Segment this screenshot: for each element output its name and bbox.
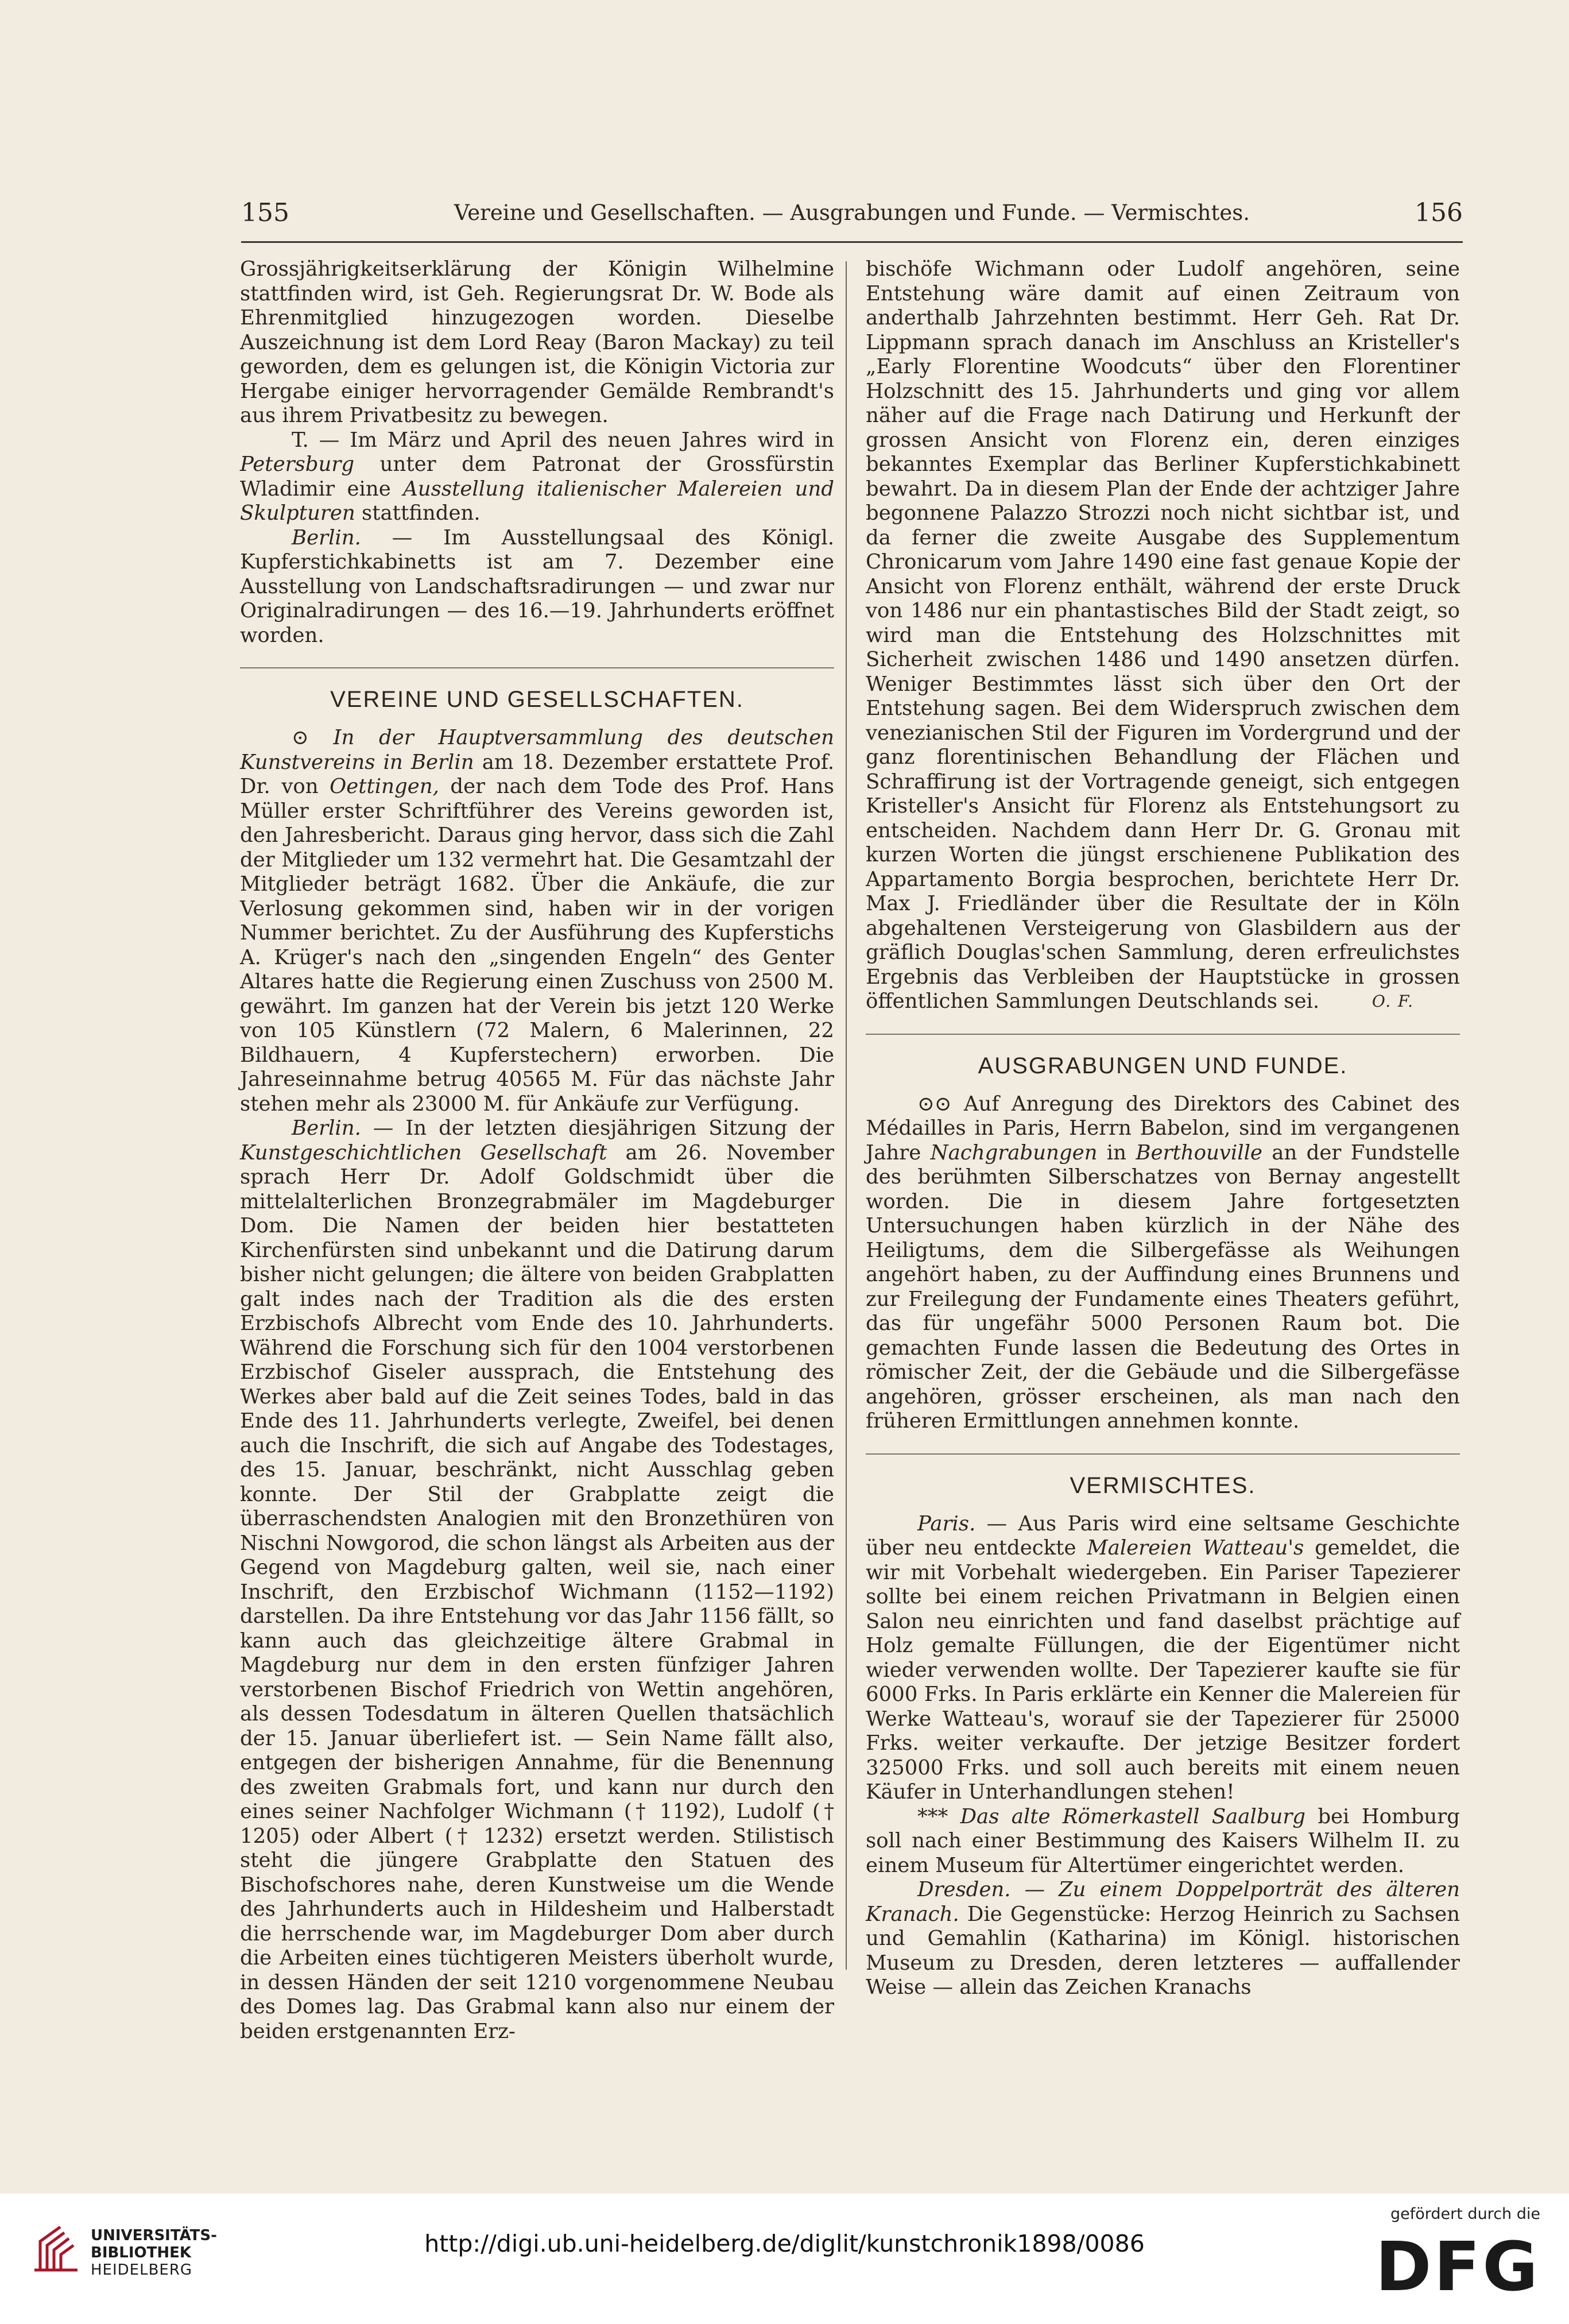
text-run: ⊙⊙ Auf Anregung des Direktors des Cabinet des Médailles in Paris, Herrn Babelon, sind im vergangenen Jahre xyxy=(866,1092,1460,1165)
dfg-logo-text: DFG xyxy=(1375,2237,1540,2295)
section-heading-ausgrabungen: AUSGRABUNGEN UND FUNDE. xyxy=(978,1053,1348,1078)
library-name-line: BIBLIOTHEK xyxy=(91,2244,192,2261)
paragraph-berlin-exhibition xyxy=(240,526,834,648)
right-column xyxy=(866,257,1460,2000)
text-run: — Im Ausstellungsaal des Königl. Kupferstichkabinetts ist am 7. Dezember eine Ausstellung von Landschaftsradirungen — und zwar nur Originalradirungen — des 16.—19. Jahrhunderts eröffnet worden. xyxy=(240,525,834,647)
running-header xyxy=(241,198,1463,238)
section-heading-vereine: VEREINE UND GESELLSCHAFTEN. xyxy=(330,687,744,712)
running-title: Vereine und Gesellschaften. — Ausgrabungen und Funde. — Vermischtes. xyxy=(454,200,1250,225)
text-run: stattfinden. xyxy=(355,501,481,525)
text-run-italic: Petersburg xyxy=(240,453,355,476)
paragraph-watteau xyxy=(866,1512,1460,1805)
paragraph-kranach xyxy=(866,1878,1460,2000)
text-run-italic: In der Hauptversammlung des deutschen Kunstvereins in Berlin xyxy=(240,726,835,774)
text-run: bischöfe Wichmann oder Ludolf angehören, seine Entstehung wäre damit auf einen Zeitraum von anderthalb Jahrzehnten bestimmt. Herr Geh. Rat Dr. Lippmann sprach danach im Anschluss an Kristeller's „Early Florentine Woodcuts“ über den Florentiner Holzschnitt des 15. Jahrhunderts und ging vor allem näher auf die Frage nach Datirung und Herkunft der grossen Ansicht von Florenz ein, deren einziges bekanntes Exemplar das Berliner Kupferstichkabinett bewahrt. Da in diesem Plan der Ende der achtziger Jahre begonnene Palazzo Strozzi noch nicht sichtbar ist, und da ferner die zweite Ausgabe des Supplementum Chronicarum vom Jahre 1490 eine fast genaue Kopie der Ansicht von Florenz enthält, während der erste Druck von 1486 nur ein phantastisches Bild der Stadt zeigt, so wird man die Entstehung des Holzschnittes mit Sicherheit zwischen 1486 und 1490 ansetzen dürfen. Weniger Bestimmtes lässt sich über den Ort der Entstehung sagen. Bei dem Widerspruch zwischen dem venezianischen Stil der Figuren im Vordergrund und der ganz florentinischen Behandlung der Flächen und Schraffirung ist der Vortragende geneigt, sich entgegen Kristeller's Ansicht für Florenz als Entstehungsort zu entscheiden. Nachdem dann Herr Dr. G. Gronau mit kurzen Worten die jüngst erschienene Publikation des Appartamento Borgia besprochen, berichtete Herr Dr. Max J. Friedländer über die Resultate der in Köln abgehaltenen Versteigerung von Glasbildern aus der gräflich Douglas'schen Sammlung, deren erfreulichstes Ergebnis das Verbleiben der Hauptstücke in grossen öffentlichen Sammlungen Deutschlands sei. xyxy=(866,257,1460,1013)
paragraph-bode: Grossjährigkeitserklärung der Königin Wilhelmine stattfinden wird, ist Geh. Regierungsrat Dr. W. Bode als Ehrenmitglied hinzugezogen worden. Dieselbe Auszeichnung ist dem Lord Reay (Baron Mackay) zu teil geworden, dem es gelungen ist, die Königin Victoria zur Hergabe einiger hervorragender Gemälde Rembrandt's aus ihrem Privatbesitz zu bewegen. xyxy=(240,257,834,427)
dfg-logo-icon xyxy=(1368,2237,1540,2295)
left-column xyxy=(240,257,834,2044)
text-run: ⊙ xyxy=(292,726,334,749)
text-run: *** xyxy=(917,1804,960,1828)
section-heading-vermischtes: VERMISCHTES. xyxy=(1070,1472,1256,1498)
text-run-italic: Paris. xyxy=(917,1511,976,1536)
section-rule xyxy=(866,1034,1460,1035)
library-name-line: HEIDELBERG xyxy=(91,2261,193,2279)
paragraph-kunstgeschichtliche-gesellschaft xyxy=(240,1116,834,2044)
funder-logo[interactable] xyxy=(1357,2205,1540,2303)
text-run-italic: Berthouville xyxy=(1136,1140,1262,1165)
text-run: Die Gegenstücke: Herzog Heinrich zu Sachsen und Gemahlin (Katharina) im Königl. historischen Museum zu Dresden, deren letzteres — auffallender Weise — allein das Zeichen Kranachs xyxy=(866,1902,1460,1999)
text-run: am 26. November sprach Herr Dr. Adolf Goldschmidt über die mittelalterlichen Bronzegrabmäler im Magdeburger Dom. Die Namen der beiden hier bestatteten Kirchenfürsten sind unbekannt und die Datirung darum bisher nicht gelungen; die ältere von beiden Grabplatten galt indes nach der Tradition als die des ersten Erzbischofs Albrecht vom Ende des 10. Jahrhunderts. Während die Forschung sich für den 1004 verstorbenen Erzbischof Giseler aussprach, die Entstehung des Werkes aber bald auf die Zeit seines Todes, bald in das Ende des 11. Jahrhunderts verlegte, Zweifel, bei denen auch die Inschrift, die sich auf Angabe des Todestages, des 15. Januar, beschränkt, nicht Ausschlag geben konnte. Der Stil der Grabplatte zeigt die überraschendsten Analogien mit den Bronzethüren von Nischni Nowgorod, die schon längst als Arbeiten aus der Gegend von Magdeburg galten, weil sie, nach einer Inschrift, den Erzbischof Wichmann (1152—1192) darstellen. Da ihre Entstehung vor das Jahr 1156 fällt, so kann auch das gleichzeitige ältere Grabmal in Magdeburg nur dem in den ersten fünfziger Jahren verstorbenen Bischof Friedrich von Wettin angehören, als dessen Todesdatum in älteren Quellen thatsächlich der 15. Januar überliefert ist. — Sein Name fällt also, entgegen der bisherigen Annahme, für die Benennung des zweiten Grabmals fort, und kann nur durch den eines seiner Nachfolger Wichmann († 1192), Ludolf († 1205) oder Albert († 1232) ersetzt werden. Stilistisch steht die jüngere Grabplatte den Statuen des Bischofschores nahe, deren Kunstweise um die Wende des Jahrhunderts auch in Hildesheim und Halberstadt die herrschende war, im Magdeburger Dom aber durch die Arbeiten eines tüchtigeren Meisters überholt wurde, in dessen Händen der seit 1210 vorgenommene Neubau des Domes lag. Das Grabmal kann also nur einem der beiden erstgenannten Erz- xyxy=(240,1140,834,2043)
text-run-italic: Kunstgeschichtlichen Gesellschaft xyxy=(240,1140,607,1165)
text-run: T. — Im März und April des neuen Jahres wird in xyxy=(292,428,834,452)
text-run-italic: Oettingen, xyxy=(330,775,439,798)
paragraph-saalburg xyxy=(866,1805,1460,1878)
text-run-italic: Dresden. — Zu einem Doppelporträt des älteren Kranach. xyxy=(866,1878,1460,1926)
funder-label: gefördert durch die xyxy=(1390,2205,1540,2223)
text-run: gemeldet, die wir mit Vorbehalt wiedergeben. Ein Pariser Tapezierer sollte bei einem reichen Privatmann in Belgien einen Salon neu einrichten und fand daselbst prächtige auf Holz gemalte Füllungen, die der Eigentümer nicht wieder verwenden wollte. Der Tapezierer kaufte sie für 6000 Frks. In Paris erklärte ein Kenner die Malereien für Werke Watteau's, worauf sie der Tapezierer für 25000 Frks. weiter verkaufte. Der jetzige Besitzer fordert 325000 Frks. und soll auch bereits mit einem neuen Käufer in Unterhandlungen stehen! xyxy=(866,1536,1460,1804)
library-name-line: UNIVERSITÄTS- xyxy=(91,2227,217,2244)
text-run: bei Homburg soll nach einer Bestimmung des Kaisers Wilhelm II. zu einem Museum für Altertümer eingerichtet werden. xyxy=(866,1804,1460,1877)
signature: O. F. xyxy=(1372,992,1414,1011)
text-run-italic: Berlin. xyxy=(292,1116,361,1140)
text-run: am 18. Dezember erstattete Prof. Dr. von xyxy=(240,750,834,798)
section-rule xyxy=(866,1453,1460,1455)
column-divider xyxy=(846,261,847,1970)
text-run-italic: Berlin. xyxy=(292,525,361,550)
text-run: der nach dem Tode des Prof. Hans Müller erster Schriftführer des Vereins geworden ist, den Jahresbericht. Daraus ging hervor, dass sich die Zahl der Mitglieder um 132 vermehrt hat. Die Gesamtzahl der Mitglieder beträgt 1682. Über die Ankäufe, die zur Verlosung gekommen sind, haben wir in der vorigen Nummer berichtet. Zu der Ausführung des Kupferstichs A. Krüger's nach den „singenden Engeln“ des Genter Altares hatte die Regierung einen Zuschuss von 2500 M. gewährt. Im ganzen hat der Verein bis jetzt 120 Werke von 105 Künstlern (72 Malern, 6 Malerinnen, 22 Bildhauern, 4 Kupferstechern) erworben. Die Jahreseinnahme betrug 40565 M. Für das nächste Jahr stehen mehr als 23000 M. für Ankäufe zur Verfügung. xyxy=(240,775,834,1116)
text-run-italic: Ausstellung italienischer Malereien und Skulpturen xyxy=(240,477,834,525)
paragraph-kunstverein xyxy=(240,726,834,1116)
text-run: an der Fundstelle des berühmten Silberschatzes von Bernay angestellt worden. Die in diesem Jahre fortgesetzten Untersuchungen haben kürzlich in der Nähe des Heiligtums, dem die Silbergefässe als Weihungen angehört haben, zu der Auffindung eines Brunnens und zur Freilegung der Fundamente eines Theaters geführt, das für ungefähr 5000 Personen Raum bot. Die gemachten Funde lassen die Bedeutung des Ortes in römischer Zeit, der die Gebäude und die Silbergefässe angehören, grösser erscheinen, als man nach den früheren Ermittlungen annehmen konnte. xyxy=(866,1140,1460,1433)
text-run: — Aus Paris wird eine seltsame Geschichte über neu entdeckte xyxy=(866,1511,1460,1560)
page-number-right: 156 xyxy=(1415,198,1463,227)
text-run-italic: Malereien Watteau's xyxy=(1087,1536,1304,1560)
section-rule xyxy=(240,667,834,668)
page-number-left: 155 xyxy=(241,198,289,227)
text-run: in xyxy=(1097,1140,1136,1165)
text-run-italic: Das alte Römerkastell Saalburg xyxy=(960,1804,1306,1828)
paragraph-berthouville xyxy=(866,1092,1460,1434)
paragraph-petersburg xyxy=(240,428,834,526)
header-rule xyxy=(241,241,1463,243)
document-url[interactable]: http://digi.ub.uni-heidelberg.de/diglit/kunstchronik1898/0086 xyxy=(424,2230,1145,2257)
paragraph-continuation xyxy=(866,257,1460,1014)
text-run: — In der letzten diesjährigen Sitzung der xyxy=(361,1116,834,1140)
text-run: unter dem Patronat der Grossfürstin Wladimir eine xyxy=(240,453,834,501)
text-run-italic: Nachgrabungen xyxy=(930,1140,1098,1165)
